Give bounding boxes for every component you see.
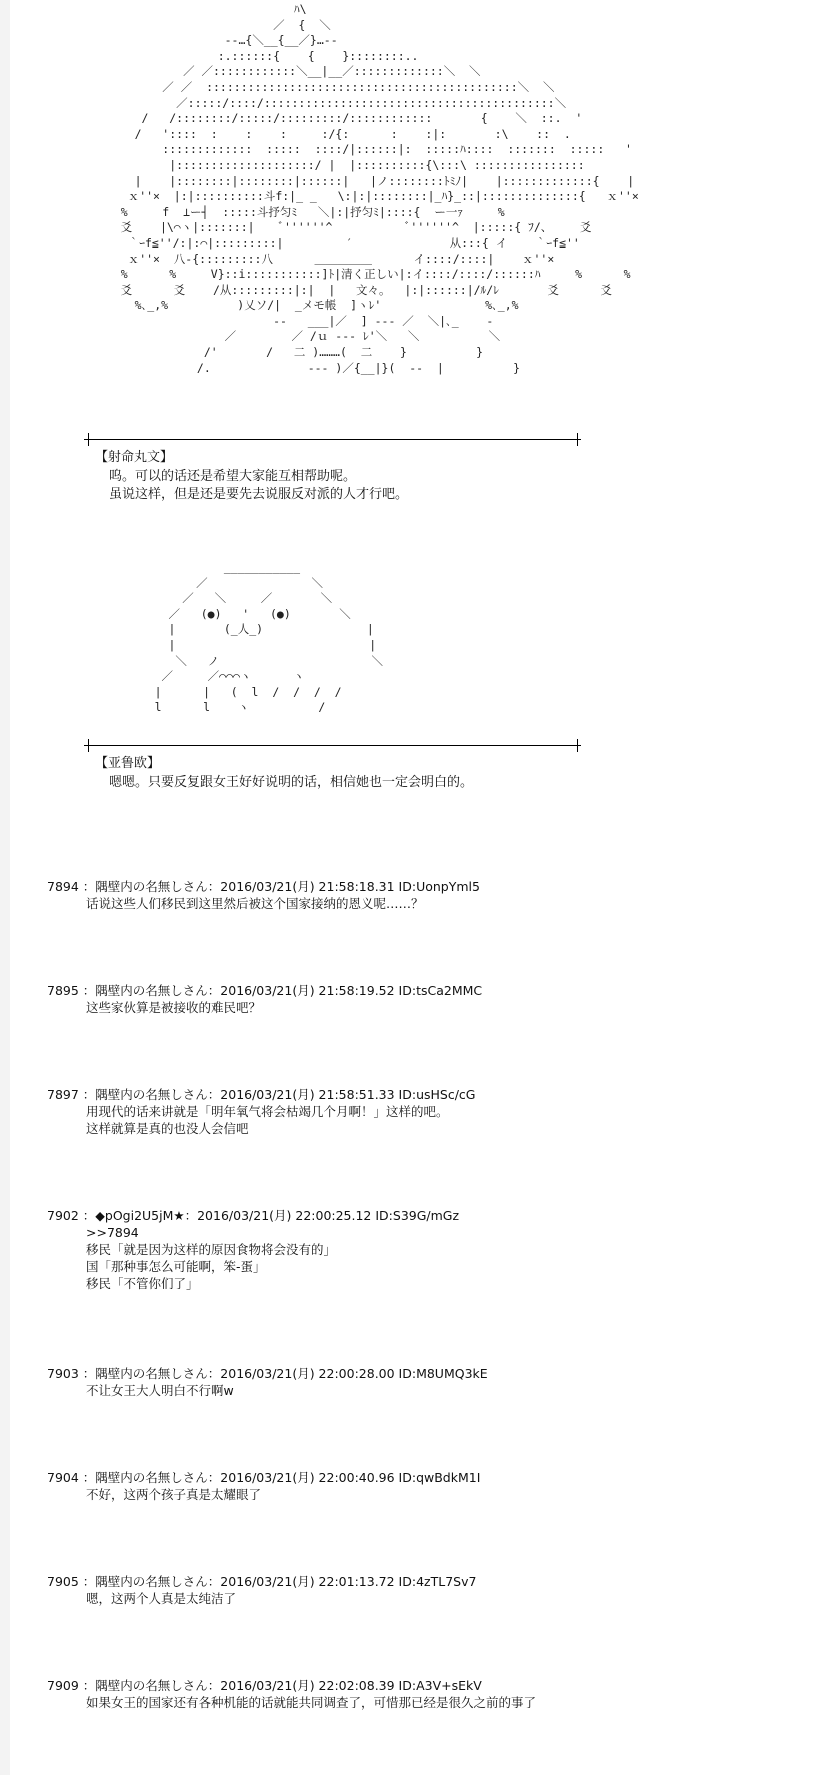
speech-line: 嗯嗯。只要反复跟女王好好说明的话，相信她也一定会明白的。 [109,774,474,790]
post-line: 国「那种事怎么可能啊，笨-蛋」 [86,1259,266,1274]
post-header: 7905 ：隅壁内の名無しさん：2016/03/21(月) 22:01:13.72 ID:4zTL7Sv7 [47,1574,477,1589]
post-7895 [47,982,797,1016]
post-line: 这些家伙算是被接收的难民吧？ [86,1000,262,1015]
divider-tick-left-2 [88,739,89,752]
speaker-name: 【射命丸文】 [95,450,174,465]
post-line: 不让女王大人明白不行啊w [86,1383,234,1398]
post-reply-link[interactable]: >>7894 [86,1225,139,1240]
post-line: 移民「不管你们了」 [86,1276,199,1291]
speech-aya [95,449,408,505]
ascii-art-aya: ﾊ\ ／ { ＼ -‐…{＼__{__／}…‐- :.::::::{ { }::::::::.. ／ ／::::::::::::＼__|__／:::::::::::::＼ ＼ ／ ／ :::::::::::::::::::::::::::::::::::::::::::::＼ ＼ ／:::::/::::/::::::::::::::::::::::::::::::::::::::::::＼ / /::::::::/:::::/:::::::::/:::::::::::: { ＼ ::. ' / ':::: : : : :/{: : :|: :\ :: . ::::::::::::: ::::: ::::/|::::::|: :::::ﾊ:::: ::::::: ::::: ' |::::::::::::::::::::/ | |::::::::::{\:::\ :::::::::::::::: | |::::::::|::::::::|::::::| |ノ::::::::ﾄﾐﾉ| |:::::::::::::{ | ｘ''× |:|::::::::::斗f:|_ _ \:|:|::::::::|_ﾊ}_::|::::::::::::::{ ｘ''× % f ⊥ー┤ :::::斗抒匀ﾐ ＼|:|抒匀ﾐ|::::{ ー一ｧ % 爻 |\⌒ヽ|:::::::| ﾞ''''''^ ﾞ''''''^ |:::::{ ﾌ/、 爻 ｀ｰf≦''/:|:⌒|:::::::::| ′ 从:::{ イ ｀ｰf≦'' ｘ''× 八-{:::::::::八 ＿＿＿＿＿ イ::::/::::| ｘ''× % % V}::i:::::::::::]ﾄ|清く正しい|:イ::::/::::/::::::ﾊ % % 爻 爻 /从:::::::::|:| | 文々。 |:|::::::|/ﾙ/ﾚ 爻 爻 %､_,% )乂ソ/| _メモ帳 ]ヽﾚ' %､_,% -‐ ___|／ ] ‐‐‐ ／ ＼|､_ - ／ ／ /ｕ ‐‐‐ ﾚ'＼ ＼ ＼ /' / 二 )………( 二 } } /. ‐‐‐ )／{__|}( ‐‐ | } [120,2,639,375]
post-header: 7894 ：隅壁内の名無しさん：2016/03/21(月) 21:58:18.31 ID:UonpYml5 [47,879,480,894]
post-line: 这样就算是真的也没人会信吧 [86,1121,249,1136]
post-line: 移民「就是因为这样的原因食物将会没有的」 [86,1242,337,1257]
post-7894 [47,878,797,912]
divider-tick-right-2 [577,739,578,752]
post-7904 [47,1469,797,1503]
post-header: 7897 ：隅壁内の名無しさん：2016/03/21(月) 21:58:51.33 ID:usHSc/cG [47,1087,476,1102]
post-line: 嗯，这两个人真是太纯洁了 [86,1591,237,1606]
post-header: 7902 ：◆pOgi2U5jM★：2016/03/21(月) 22:00:25.12 ID:S39G/mGz [47,1208,460,1223]
post-7903 [47,1365,797,1399]
post-7909 [47,1677,797,1711]
post-header: 7904 ：隅壁内の名無しさん：2016/03/21(月) 22:00:40.96 ID:qwBdkM1I [47,1470,481,1485]
post-header: 7895 ：隅壁内の名無しさん：2016/03/21(月) 21:58:19.52 ID:tsCa2MMC [47,983,483,998]
divider-tick-right-1 [577,433,578,446]
post-line: 话说这些人们移民到这里然后被这个国家接纳的恩义呢……？ [86,896,424,911]
post-7905 [47,1573,797,1607]
post-line: 用现代的话来讲就是「明年氧气将会枯竭几个月啊！」这样的吧。 [86,1104,449,1119]
divider-line-2 [84,745,581,746]
speech-yaruo [95,755,473,792]
divider-tick-left-1 [88,433,89,446]
post-line: 不好，这两个孩子真是太耀眼了 [86,1487,262,1502]
post-line: 如果女王的国家还有各种机能的话就能共同调查了，可惜那已经是很久之前的事了 [86,1695,537,1710]
speech-line: 虽说这样，但是还是要先去说服反对派的人才行吧。 [109,487,409,502]
speech-line: 呜。可以的话还是希望大家能互相帮助呢。 [109,468,357,484]
post-7897 [47,1086,797,1137]
post-header: 7903 ：隅壁内の名無しさん：2016/03/21(月) 22:00:28.00 ID:M8UMQ3kE [47,1366,488,1381]
ascii-art-yaruo: ___________ ／ ＼ ／ ＼ ／ ＼ ／ (●) ' (●) ＼ | (_人_) | | | ＼ ノ ＼ ／ ／⌒⌒⌒ヽ ヽ | | ( l / / / / l l ヽ / [154,560,383,715]
post-header: 7909 ：隅壁内の名無しさん：2016/03/21(月) 22:02:08.39 ID:A3V+sEkV [47,1678,482,1693]
divider-line-1 [84,439,581,440]
post-7902 [47,1207,797,1292]
speaker-name: 【亚鲁欧】 [95,756,161,771]
page-left-strip [0,0,10,1775]
